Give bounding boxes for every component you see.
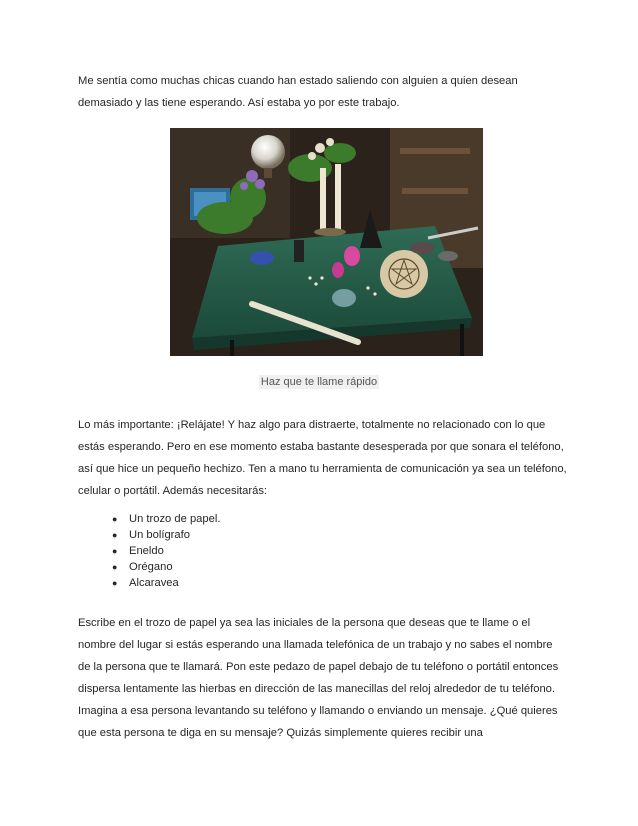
bullet-icon: ● bbox=[112, 514, 118, 524]
bullet-icon: ● bbox=[112, 578, 118, 588]
list-item: ● Un trozo de papel. bbox=[112, 513, 221, 525]
altar-illustration bbox=[170, 128, 483, 356]
instructions-paragraph: Escribe en el trozo de papel ya sea las iniciales de la persona que deseas que te llame o el nombre del lugar si estás esperando una llamada telefónica de un trabajo y no sabes el nombre de la persona que te llamará. Pon este pedazo de papel debajo de tu teléfono o portátil entonces dispersa lentamente las hierbas en dirección de las manecillas del reloj alrededor de tu teléfono. Imagina a esa persona levantando su teléfono y llamando o enviando un mensaje. ¿Qué quieres que esta persona te diga en su mensaje? Quizás simplemente quieres recibir una bbox=[78, 617, 559, 739]
altar-photo bbox=[170, 128, 483, 356]
intro-paragraph: Me sentía como muchas chicas cuando han estado saliendo con alguien a quien desean demasiado y las tiene esperando. Así estaba yo por este trabajo. bbox=[78, 75, 518, 109]
bullet-icon: ● bbox=[112, 530, 118, 540]
bullet-icon: ● bbox=[112, 546, 118, 556]
bullet-icon: ● bbox=[112, 562, 118, 572]
list-item: ● Alcaravea bbox=[112, 577, 179, 589]
image-caption: Haz que te llame rápido bbox=[260, 376, 378, 388]
list-item: ● Un bolígrafo bbox=[112, 529, 190, 541]
list-item: ● Eneldo bbox=[112, 545, 164, 557]
relax-paragraph: Lo más importante: ¡Relájate! Y haz algo para distraerte, totalmente no relacionado con lo que estás esperando. Pero en ese momento estaba bastante desesperada por que sonara el teléfono, así que hice un pequeño hechizo. Ten a mano tu herramienta de comunicación ya sea un teléfono, celular o portátil. Además necesitarás: bbox=[78, 419, 567, 497]
list-item: ● Orégano bbox=[112, 561, 173, 573]
ingredients-list bbox=[112, 511, 220, 591]
